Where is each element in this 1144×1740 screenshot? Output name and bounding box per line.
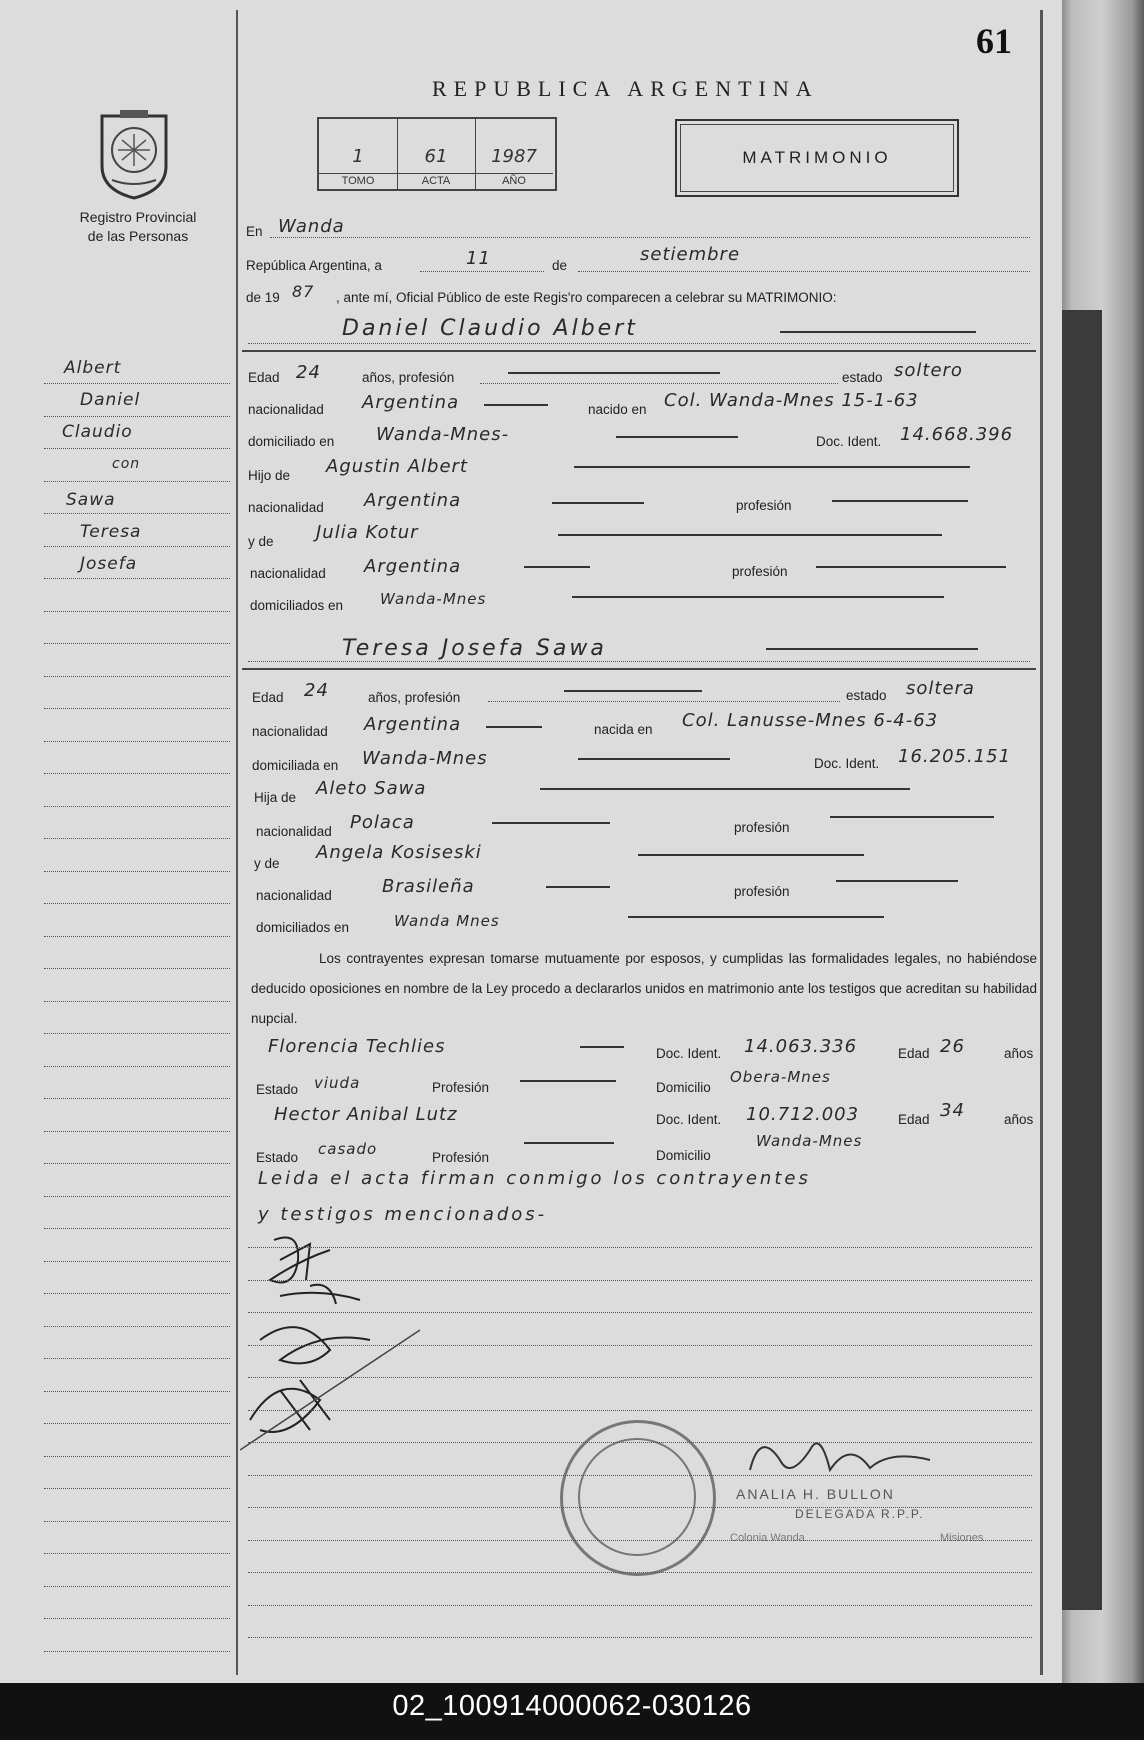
bride-doc-label: Doc. Ident.	[814, 756, 880, 771]
registry-label	[48, 208, 228, 246]
margin-rule	[44, 1000, 230, 1002]
groom-section-rule	[242, 350, 1036, 352]
groom-dom-dash	[616, 436, 738, 438]
witness1-anos-label: años	[1004, 1046, 1034, 1061]
groom-estado: soltero	[894, 360, 963, 381]
groom-nacionalidad: Argentina	[362, 392, 460, 413]
place-value: Wanda	[278, 216, 345, 237]
country-heading: REPUBLICA ARGENTINA	[432, 76, 819, 101]
witness1-prof-dash	[520, 1080, 616, 1082]
groom-madre-dash	[558, 534, 942, 536]
body-rule	[248, 1506, 1032, 1508]
bride-domicilio: Wanda-Mnes	[362, 748, 488, 769]
witness2-doc: 10.712.003	[746, 1104, 860, 1125]
groom-padre-dash	[574, 466, 970, 468]
bride-dom-label: domiciliada en	[252, 758, 339, 773]
margin-rule	[44, 805, 230, 807]
closing-line-2: y testigos mencionados-	[258, 1204, 548, 1225]
groom-full-name: Daniel Claudio Albert	[342, 316, 638, 341]
groom-madre-nac: Argentina	[364, 556, 462, 577]
groom-nacido-label: nacido en	[588, 402, 647, 417]
witness1-prof-label: Profesión	[432, 1080, 490, 1095]
statement-text: , ante mí, Oficial Público de este Regis'ro comparecen a celebrar su MATRIMONIO:	[336, 290, 837, 305]
registrar-signature-icon	[740, 1420, 940, 1490]
witness2-anos-label: años	[1004, 1112, 1034, 1127]
groom-padres-dom-label: domiciliados en	[250, 598, 344, 613]
witness2-dom-label: Domicilio	[656, 1148, 711, 1163]
ano-label: AÑO	[475, 173, 553, 187]
body-rule	[248, 1571, 1032, 1573]
formal-statement: Los contrayentes expresan tomarse mutuamente por esposos, y cumplidas las formalidades legales, no habiéndose deducido oposiciones en nombre de la Ley procedo a declararlos unidos en matrimonio ante los testigos que acreditan su habilidad nupcial.	[251, 951, 1037, 1026]
tomo-label: TOMO	[319, 173, 397, 187]
month-value: setiembre	[640, 244, 741, 265]
margin-line-4: con	[112, 456, 141, 472]
act-type-box	[675, 119, 959, 197]
margin-rule	[44, 480, 230, 482]
bride-profesion-label: años, profesión	[368, 690, 461, 705]
groom-estado-label: estado	[842, 370, 883, 385]
groom-profesion-label: años, profesión	[362, 370, 455, 385]
margin-rule	[44, 1617, 230, 1619]
bride-padre-nac: Polaca	[350, 812, 415, 833]
groom-doc-label: Doc. Ident.	[816, 434, 882, 449]
body-rule	[248, 1279, 1032, 1281]
bride-madre-nac: Brasileña	[382, 876, 475, 897]
registrar-province: Misiones	[940, 1532, 984, 1544]
registrar-place: Colonia Wanda	[730, 1532, 805, 1544]
body-rule	[248, 1376, 1032, 1378]
margin-rule	[44, 1455, 230, 1457]
ano-value: 1987	[491, 146, 537, 167]
bride-estado-label: estado	[846, 688, 887, 703]
groom-madre: Julia Kotur	[316, 522, 419, 543]
margin-rule	[44, 1065, 230, 1067]
tomo-value: 1	[352, 146, 364, 167]
margin-line-1: Albert	[64, 358, 122, 378]
body-rule	[248, 1409, 1032, 1411]
body-rule	[248, 1246, 1032, 1248]
groom-profesion-line	[480, 382, 838, 384]
witness1-doc-label: Doc. Ident.	[656, 1046, 722, 1061]
groom-name-dash	[780, 331, 976, 333]
groom-madre-prof-dash	[816, 566, 1006, 568]
margin-rule	[44, 1422, 230, 1424]
bride-section-rule	[242, 668, 1036, 670]
margin-line-3: Claudio	[62, 422, 133, 442]
groom-padre-prof-dash	[832, 500, 968, 502]
body-rule	[248, 1474, 1032, 1476]
groom-padre-nac-label: nacionalidad	[248, 500, 324, 515]
bride-madre-nac-label: nacionalidad	[256, 888, 332, 903]
groom-padres-dom: Wanda-Mnes	[380, 590, 487, 608]
closing-line-1: Leida el acta firman conmigo los contrayentes	[258, 1168, 811, 1189]
day-value: 11	[466, 248, 491, 269]
bride-nacida-en: Col. Lanusse-Mnes 6-4-63	[682, 710, 939, 731]
witness1-estado: viuda	[314, 1074, 361, 1092]
margin-rule	[44, 1032, 230, 1034]
bride-padre-prof-dash	[830, 816, 994, 818]
body-rule	[248, 1539, 1032, 1541]
provincial-seal-icon	[92, 106, 176, 202]
groom-padre-nac-dash	[552, 502, 644, 504]
groom-nacido-en: Col. Wanda-Mnes 15-1-63	[664, 390, 919, 411]
groom-padre-nac: Argentina	[364, 490, 462, 511]
margin-rule	[44, 415, 230, 417]
act-type-label: MATRIMONIO	[742, 148, 892, 167]
margin-rule	[44, 707, 230, 709]
bride-profesion-dash	[564, 690, 702, 692]
day-line	[420, 270, 544, 272]
margin-rule	[44, 512, 230, 514]
witness2-estado-label: Estado	[256, 1150, 299, 1165]
margin-rule	[44, 870, 230, 872]
groom-padre: Agustin Albert	[326, 456, 468, 477]
groom-dom-label: domiciliado en	[248, 434, 335, 449]
groom-name-line	[248, 342, 1030, 344]
margin-rule	[44, 382, 230, 384]
margin-rule	[44, 1097, 230, 1099]
bride-nacionalidad: Argentina	[364, 714, 462, 735]
acta-value: 61	[424, 146, 448, 167]
witness1-estado-label: Estado	[256, 1082, 299, 1097]
bride-padre: Aleto Sawa	[316, 778, 427, 799]
margin-rule	[44, 1585, 230, 1587]
witness2-doc-label: Doc. Ident.	[656, 1112, 722, 1127]
body-rule	[248, 1311, 1032, 1313]
bride-edad-label: Edad	[252, 690, 284, 705]
margin-rule	[44, 1357, 230, 1359]
bride-padre-dash	[540, 788, 910, 790]
witness1-edad-label: Edad	[898, 1046, 930, 1061]
margin-line-5: Sawa	[66, 490, 116, 510]
groom-nac-dash	[484, 404, 548, 406]
margin-rule	[44, 772, 230, 774]
groom-hijo-label: Hijo de	[248, 468, 291, 483]
margin-line-2: Daniel	[80, 390, 141, 410]
margin-line-7: Josefa	[80, 554, 138, 574]
bride-dom-dash	[578, 758, 730, 760]
groom-yde-label: y de	[248, 534, 274, 549]
bride-yde-label: y de	[254, 856, 280, 871]
witness1-domicilio: Obera-Mnes	[730, 1068, 831, 1086]
margin-line-6: Teresa	[80, 522, 142, 542]
margin-rule	[44, 902, 230, 904]
ano-cell	[475, 119, 553, 189]
bride-padre-prof-label: profesión	[734, 820, 790, 835]
witness2-edad: 34	[940, 1100, 965, 1121]
groom-padre-prof-label: profesión	[736, 498, 792, 513]
witness2-domicilio: Wanda-Mnes	[756, 1132, 863, 1150]
acta-cell	[397, 119, 476, 189]
bride-madre-prof-dash	[836, 880, 958, 882]
body-rule	[248, 1604, 1032, 1606]
bride-name-line	[248, 660, 1030, 662]
registration-box	[317, 117, 557, 191]
bride-padres-dom-dash	[628, 916, 884, 918]
groom-profesion-dash	[508, 372, 720, 374]
witness1-name: Florencia Techlies	[268, 1036, 446, 1057]
registrar-name: ANALIA H. BULLON	[736, 1486, 895, 1502]
bride-nac-dash	[486, 726, 542, 728]
margin-rule	[44, 577, 230, 579]
margin-rule	[44, 1650, 230, 1652]
month-line	[578, 270, 1030, 272]
margin-rule	[44, 1130, 230, 1132]
bride-doc: 16.205.151	[898, 746, 1012, 767]
republic-label: República Argentina, a	[246, 258, 382, 273]
margin-rule	[44, 1552, 230, 1554]
bride-madre-nac-dash	[546, 886, 610, 888]
registry-line-2: de las Personas	[87, 228, 189, 244]
margin-rule	[44, 610, 230, 612]
margin-rule	[44, 545, 230, 547]
witness1-doc: 14.063.336	[744, 1036, 858, 1057]
groom-madre-prof-label: profesión	[732, 564, 788, 579]
bride-estado: soltera	[906, 678, 975, 699]
witness2-prof-label: Profesión	[432, 1150, 490, 1165]
bride-profesion-line	[488, 700, 840, 702]
bride-nac-label: nacionalidad	[252, 724, 328, 739]
tomo-cell	[319, 119, 398, 189]
margin-rule	[44, 837, 230, 839]
bride-padre-nac-label: nacionalidad	[256, 824, 332, 839]
margin-rule	[44, 1195, 230, 1197]
margin-rule	[44, 1325, 230, 1327]
bride-madre-dash	[638, 854, 864, 856]
registrar-role: DELEGADA R.P.P.	[795, 1507, 925, 1521]
groom-madre-nac-dash	[524, 566, 590, 568]
bride-madre: Angela Kosiseski	[316, 842, 482, 863]
bride-madre-prof-label: profesión	[734, 884, 790, 899]
margin-rule	[44, 967, 230, 969]
witness2-name: Hector Anibal Lutz	[274, 1104, 458, 1125]
groom-edad-label: Edad	[248, 370, 280, 385]
groom-doc: 14.668.396	[900, 424, 1014, 445]
right-border	[1040, 10, 1043, 1675]
footer-id: 02_100914000062-030126	[392, 1690, 752, 1722]
margin-rule	[44, 1292, 230, 1294]
bride-full-name: Teresa Josefa Sawa	[342, 636, 607, 661]
margin-rule	[44, 1487, 230, 1489]
margin-rule	[44, 675, 230, 677]
bride-padres-dom-label: domiciliados en	[256, 920, 350, 935]
margin-rule	[44, 740, 230, 742]
groom-madre-nac-label: nacionalidad	[250, 566, 326, 581]
groom-edad: 24	[296, 362, 321, 383]
place-line	[270, 236, 1030, 238]
book-cover-edge	[1062, 310, 1102, 1610]
bride-padre-nac-dash	[492, 822, 610, 824]
bride-padres-dom: Wanda Mnes	[394, 912, 500, 930]
margin-divider	[236, 10, 238, 1675]
bride-name-dash	[766, 648, 978, 650]
margin-rule	[44, 1520, 230, 1522]
margin-rule	[44, 447, 230, 449]
witness2-estado: casado	[318, 1140, 378, 1158]
groom-nac-label: nacionalidad	[248, 402, 324, 417]
groom-padres-dom-dash	[572, 596, 944, 598]
body-rule	[248, 1441, 1032, 1443]
witness1-edad: 26	[940, 1036, 965, 1057]
body-rule	[248, 1636, 1032, 1638]
margin-rule	[44, 935, 230, 937]
month-de-label: de	[552, 258, 568, 273]
witness1-name-dash	[580, 1046, 624, 1048]
margin-rule	[44, 1162, 230, 1164]
witness2-prof-dash	[524, 1142, 614, 1144]
year-value: 87	[292, 282, 315, 301]
groom-domicilio: Wanda-Mnes-	[376, 424, 510, 445]
margin-rule	[44, 1390, 230, 1392]
margin-rule	[44, 642, 230, 644]
page-number: 61	[976, 21, 1012, 61]
witness1-dom-label: Domicilio	[656, 1080, 711, 1095]
en-label: En	[246, 224, 263, 239]
bride-edad: 24	[304, 680, 329, 701]
body-rule	[248, 1344, 1032, 1346]
acta-label: ACTA	[397, 173, 475, 187]
registry-line-1: Registro Provincial	[79, 209, 197, 225]
bride-hija-label: Hija de	[254, 790, 297, 805]
margin-rule	[44, 1227, 230, 1229]
bride-nacida-label: nacida en	[594, 722, 653, 737]
witness2-edad-label: Edad	[898, 1112, 930, 1127]
year-prefix: de 19	[246, 290, 280, 305]
margin-rule	[44, 1260, 230, 1262]
